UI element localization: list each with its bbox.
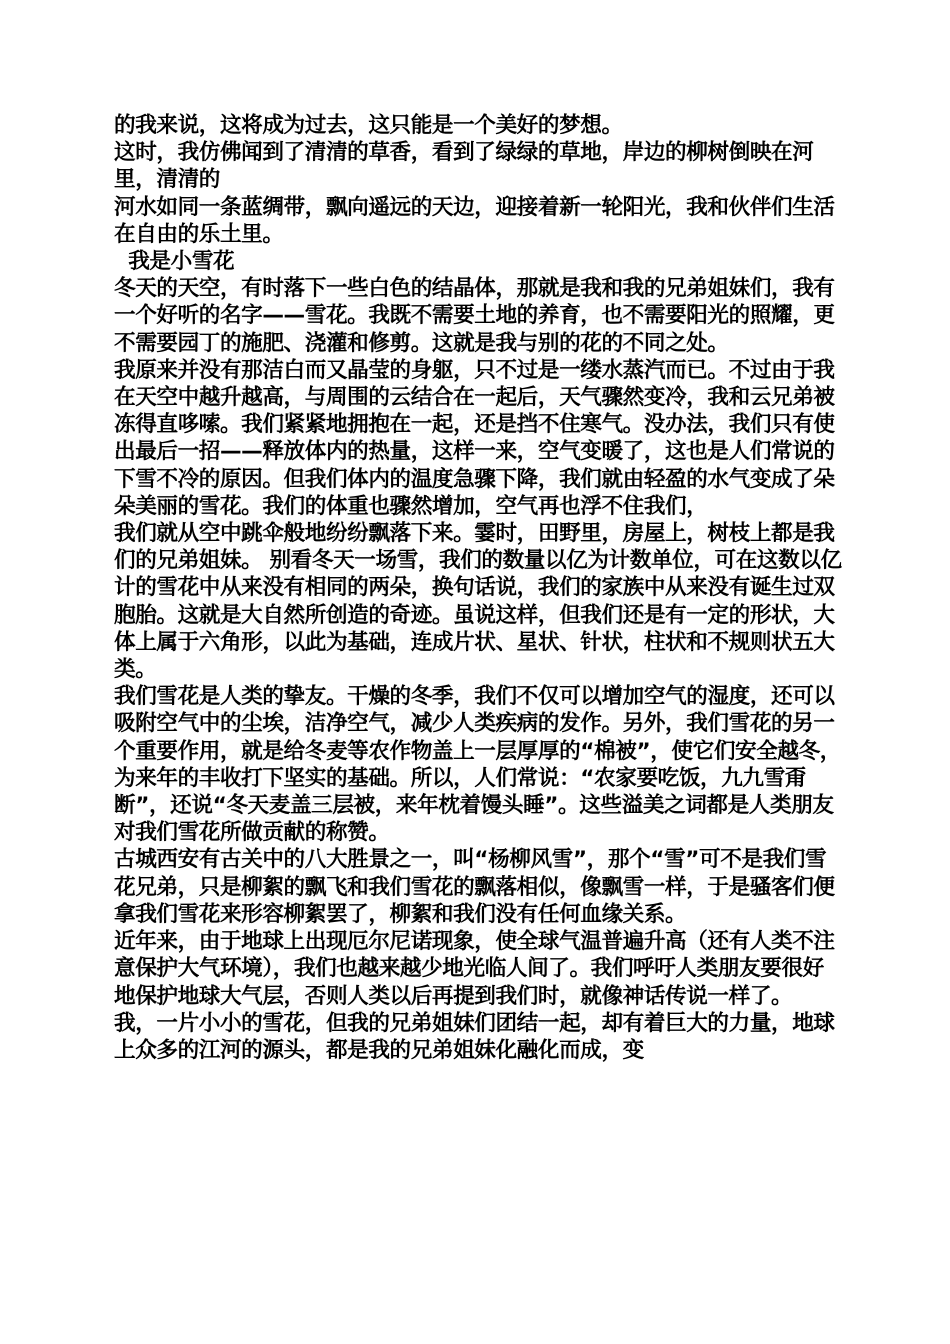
paragraph: 我原来并没有那洁白而又晶莹的身躯，只不过是一缕水蒸汽而已。不过由于我在天空中越升越高，与周围的云结合在一起后，天气骤然变冷，我和云兄弟被冻得直哆嗦。我们紧紧地拥抱在一起，还是挡不住寒气。没办法，我们只有使出最后一招——释放体内的热量，这样一来，空气变暖了，这也是人们常说的下雪不冷的原因。但我们体内的温度急骤下降，我们就由轻盈的水气变成了朵朵美丽的雪花。我们的体重也骤然增加，空气再也浮不住我们， <box>114 357 835 519</box>
paragraph: 我，一片小小的雪花，但我的兄弟姐妹们团结一起，却有着巨大的力量，地球上众多的江河的源头，都是我的兄弟姐妹化融化而成，变 <box>114 1010 835 1063</box>
paragraph: 这时，我仿佛闻到了清清的草香，看到了绿绿的草地，岸边的柳树倒映在河里，清清的 <box>114 140 814 193</box>
section-title: 我是小雪花 <box>114 249 235 275</box>
paragraph: 我们就从空中跳伞般地纷纷飘落下来。霎时，田野里，房屋上，树枝上都是我们的兄弟姐妹。 别看冬天一场雪，我们的数量以亿为计数单位，可在这数以亿计的雪花中从来没有相同的两朵，换句话说，我们的家族中从来没有诞生过双胞胎。这就是大自然所创造的奇迹。虽说这样，但我们还是有一定的形状，大体上属于六角形，以此为基础，连成片状、星状、针状，柱状和不规则状五大类。 <box>114 521 842 683</box>
paragraph: 的我来说，这将成为过去，这只能是一个美好的梦想。 <box>114 113 623 138</box>
paragraph: 我们雪花是人类的挚友。干燥的冬季，我们不仅可以增加空气的湿度，还可以吸附空气中的尘埃，洁净空气，减少人类疾病的发作。另外，我们雪花的另一个重要作用，就是给冬麦等农作物盖上一层厚厚的“棉被”，使它们安全越冬，为来年的丰收打下坚实的基础。所以，人们常说：“农家要吃饭，九九雪甭断”，还说“冬天麦盖三层被，来年枕着馒头睡”。这些溢美之词都是人类朋友对我们雪花所做贡献的称赞。 <box>114 684 841 846</box>
paragraph: 古城西安有古关中的八大胜景之一，叫“杨柳风雪”，那个“雪”可不是我们雪花兄弟，只是柳絮的飘飞和我们雪花的飘落相似，像飘雪一样，于是骚客们便拿我们雪花来形容柳絮罢了，柳絮和我们没有任何血缘关系。 <box>114 847 835 927</box>
paragraph: 河水如同一条蓝绸带，飘向遥远的天边，迎接着新一轮阳光，我和伙伴们生活在自由的乐土里。 <box>114 194 835 247</box>
paragraph: 近年来，由于地球上出现厄尔尼诺现象，使全球气温普遍升高（还有人类不注意保护大气环境），我们也越来越少地光临人间了。我们呼吁人类朋友要很好地保护地球大气层，否则人类以后再提到我们时，就像神话传说一样了。 <box>114 929 835 1009</box>
document-body <box>114 112 844 1064</box>
paragraph: 冬天的天空，有时落下一些白色的结晶体，那就是我和我的兄弟姐妹们，我有一个好听的名字——雪花。我既不需要土地的养育，也不需要阳光的照耀，更不需要园丁的施肥、浇灌和修剪。这就是我与别的花的不同之处。 <box>114 276 835 356</box>
